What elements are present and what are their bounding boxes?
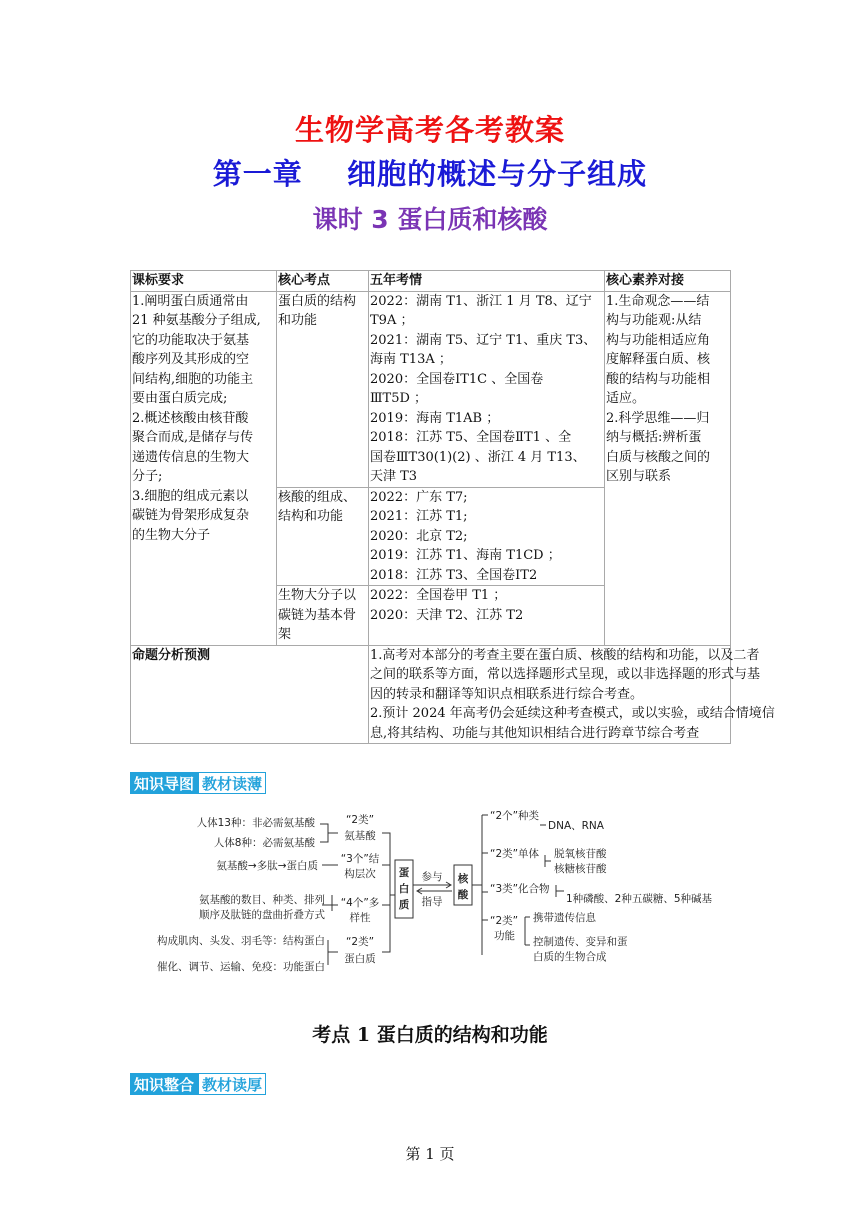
mindmap-2monomers: “2类”单体 — [490, 848, 540, 860]
mindmap-ribonucleotide: 核糖核苷酸 — [554, 863, 607, 875]
point-nucleic: 核酸的组成、 结构和功能 — [277, 487, 369, 586]
mindmap-essential: 人体8种：必需氨基酸 — [213, 837, 315, 849]
mindmap-2functions-a: “2类” — [490, 915, 519, 927]
mindmap-2functions-b: 功能 — [494, 930, 515, 942]
page-number: 第 1 页 — [405, 1145, 455, 1163]
header-five-year: 五年考情 — [369, 271, 605, 292]
forecast-label: 命题分析预测 — [131, 645, 369, 744]
exams-nucleic: 2022：广东 T7; 2021：江苏 T1; 2020：北京 T2; 2019：江苏 T1、海南 T1CD ； 2018：江苏 T3、全国卷ⅠT2 — [369, 487, 605, 586]
exam-overview-table — [130, 270, 775, 744]
document-title: 生物学高考各考教案 — [294, 113, 565, 147]
mindmap-4diversity-a: “4个”多 — [340, 897, 380, 909]
protein-box-c1: 蛋 — [398, 867, 410, 879]
mindmap-functional-protein: 催化、调节、运输、免疫：功能蛋白 — [157, 961, 325, 973]
exams-macromolecule: 2022：全国卷甲 T1 ； 2020：天津 T2、江苏 T2 — [369, 586, 605, 646]
literacy-cell: 1.生命观念——结 构与功能观:从结 构与功能相适应角 度解释蛋白质、核 酸的结构与功能相 适应。 2.科学思维——归 纳与概括:辨析蛋 白质与核酸之间的 区别与联系 — [605, 291, 731, 645]
mindmap-control-a: 控制遗传、变异和蛋 — [533, 936, 628, 948]
forecast-cell: 1.高考对本部分的考查主要在蛋白质、核酸的结构和功能，以及二者 之间的联系等方面，常以选择题形式呈现，或以非选择题的形式与基 因的转录和翻译等知识点相联系进行综合考查。 2.预计 2024 年高考仍会延续这种考查模式，或以实验，或结合情境信 息,将其结构、功能与其他知识相结合进行跨章节综合考查 — [369, 645, 731, 744]
knowledge-integration-badge: 知识整合 教材读厚 — [130, 1073, 266, 1095]
nucleic-box-c1: 核 — [457, 873, 469, 885]
protein-box-c2: 白 — [398, 883, 410, 895]
nucleic-box-c2: 酸 — [457, 889, 469, 901]
mindmap-4diversity-b: 样性 — [349, 912, 371, 924]
chapter-title: 第一章 细胞的概述与分子组成 — [212, 157, 648, 191]
mindmap-2class-protein-a: “2类” — [345, 936, 375, 948]
point-macromolecule: 生物大分子以 碳链为基本骨 架 — [277, 586, 369, 646]
knowledge-map-badge: 知识导图 教材读薄 — [130, 772, 266, 794]
point-protein: 蛋白质的结构 和功能 — [277, 291, 369, 487]
mindmap-nonessential: 人体13种：非必需氨基酸 — [196, 817, 315, 829]
mindmap-2class-protein-b: 蛋白质 — [344, 953, 376, 965]
exams-protein: 2022：湖南 T1、浙江 1 月 T8、辽宁 T9A ； 2021：湖南 T5、辽宁 T1、重庆 T3、 海南 T13A ； 2020：全国卷ⅠT1C 、全国卷 ⅢT5D ； 2019：海南 T1AB ； 2018：江苏 T5、全国卷ⅡT1 、全 国卷ⅢT30(1)(2) 、浙江 4 月 T13、 天津 T3 — [369, 291, 605, 487]
mindmap-diversity-b: 顺序及肽链的盘曲折叠方式 — [199, 909, 325, 921]
mindmap-3levels-b: 构层次 — [344, 868, 376, 880]
mindmap-3compounds: “3类”化合物 — [490, 883, 550, 895]
header-core-points: 核心考点 — [277, 271, 369, 292]
protein-box-c3: 质 — [398, 899, 410, 911]
mindmap-components: 1种磷酸、2种五碳糖、5种碱基 — [566, 893, 713, 905]
relation-participate: 参与 — [421, 871, 443, 883]
header-literacy: 核心素养对接 — [605, 271, 731, 292]
mindmap-carry-info: 携带遗传信息 — [533, 912, 596, 924]
mindmap-control-b: 白质的生物合成 — [533, 951, 607, 963]
mindmap-dna-rna: DNA、RNA — [548, 820, 604, 832]
section-title: 考点 1 蛋白质的结构和功能 — [312, 1024, 548, 1046]
mindmap-2kinds: “2个”种类 — [490, 810, 540, 822]
mindmap-structural-protein: 构成肌肉、头发、羽毛等：结构蛋白 — [157, 935, 325, 947]
table-row — [131, 645, 731, 744]
mindmap-structure-chain: 氨基酸→多肽→蛋白质 — [216, 860, 318, 872]
relation-guide: 指导 — [421, 896, 443, 908]
mindmap-3levels-a: “3个”结 — [340, 853, 380, 865]
mindmap-diversity-a: 氨基酸的数目、种类、排列 — [199, 894, 325, 906]
table-row — [131, 291, 731, 487]
mindmap-deoxynucleotide: 脱氧核苷酸 — [554, 848, 607, 860]
mindmap-2class: “2类” — [345, 814, 375, 826]
knowledge-mindmap — [120, 805, 740, 975]
table-header-row — [131, 271, 731, 292]
requirements-cell: 1.阐明蛋白质通常由 21 种氨基酸分子组成, 它的功能取决于氨基 酸序列及其形成的空 间结构,细胞的功能主 要由蛋白质完成; 2.概述核酸由核苷酸 聚合而成,是储存与传 递遗传信息的生物大 分子; 3.细胞的组成元素以 碳链为骨架形成复杂 的生物大分子 — [131, 291, 277, 645]
lesson-title: 课时 3 蛋白质和核酸 — [312, 205, 548, 234]
mindmap-amino-acid: 氨基酸 — [344, 830, 376, 842]
header-requirements: 课标要求 — [131, 271, 277, 292]
